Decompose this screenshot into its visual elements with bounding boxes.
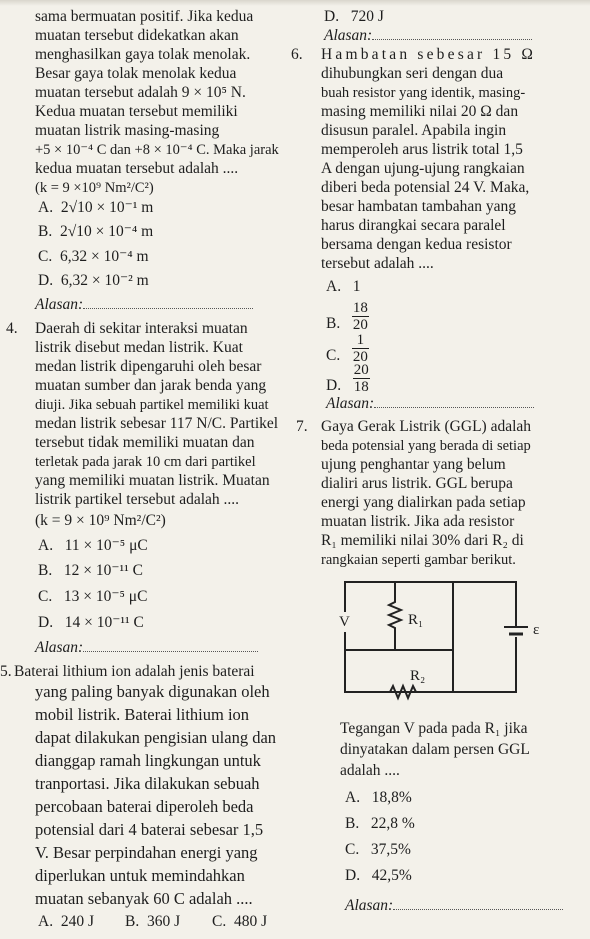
q6-option-b: B. $\frac{18}{20}$ xyxy=(326,300,368,333)
q7-option-c: C. 37,5% xyxy=(345,841,411,858)
q5-line: tranportasi. Jika dilakukan sebuah xyxy=(35,774,260,793)
q6-line: buah resistor yang identik, masing- xyxy=(321,85,526,101)
q3-option-d: D. 6,32 × 10⁻² m xyxy=(38,272,149,289)
q6-line: harus dirangkai secara paralel xyxy=(321,217,506,234)
q3-line: Besar gaya tolak menolak kedua xyxy=(35,65,237,82)
q3-line: sama bermuatan positif. Jika kedua xyxy=(35,8,254,25)
q7-option-a: A. 18,8% xyxy=(345,789,412,806)
q7-line: Gaya Gerak Listrik (GGL) adalah xyxy=(321,418,532,435)
v-label: V xyxy=(339,614,350,630)
q4-line: listrik partikel tersebut adalah .... xyxy=(35,491,240,508)
q6-line: diberi beda potensial 24 V. Maka, xyxy=(321,179,530,196)
q7-line: dialiri arus listrik. GGL berupa xyxy=(321,475,513,492)
q3-line: muatan tersebut didekatkan akan xyxy=(35,27,239,44)
q5-line: diperlukan untuk memindahkan xyxy=(35,866,245,885)
q5-line: dianggap ramah lingkungan untuk xyxy=(35,751,261,770)
page-edge-shadow xyxy=(0,0,590,6)
circuit-outer-wire xyxy=(345,582,516,692)
q4-line: medan listrik sebesar 117 N/C. Partikel xyxy=(35,415,279,432)
q6-option-d: D. $\frac{20}{18}$ xyxy=(326,362,369,395)
q4-line: terletak pada jarak 10 cm dari partikel xyxy=(35,454,256,470)
q6-line: besar hambatan tambahan yang xyxy=(321,198,516,215)
q6-line: bersama dengan kedua resistor xyxy=(321,236,512,253)
q5-line: dapat dilakukan pengisian ulang dan xyxy=(35,728,277,747)
q6-line: dihubungkan seri dengan dua xyxy=(321,65,504,82)
q5-line: yang paling banyak digunakan oleh xyxy=(35,682,270,701)
q5-line: V. Besar perpindahan energi yang xyxy=(35,843,258,862)
q7-line: dinyatakan dalam persen GGL xyxy=(340,741,530,758)
q5-line: muatan sebanyak 60 C adalah .... xyxy=(35,889,253,908)
q6-line: disusun paralel. Apabila ingin xyxy=(321,122,507,139)
q7-line: adalah .... xyxy=(340,762,400,779)
q7-line: energi yang dialirkan pada setiap xyxy=(321,494,526,511)
q4-option-a: A. 11 × 10⁻⁵ μC xyxy=(38,537,148,554)
q4-line: tersebut tidak memiliki muatan dan xyxy=(35,434,255,451)
q5-number: 5. xyxy=(0,663,12,680)
q5-line: percobaan baterai diperoleh beda xyxy=(35,797,254,816)
q3-line: muatan listrik masing-masing xyxy=(35,122,220,139)
q4-constant: (k = 9 × 10⁹ Nm²/C²) xyxy=(35,512,166,529)
q7-line: beda potensial yang berada di setiap xyxy=(321,438,531,454)
q3-option-c: C. 6,32 × 10⁻⁴ m xyxy=(38,248,149,265)
q7-line: R₁ memiliki nilai 30% dari R₂ di xyxy=(321,532,524,549)
q7-line: rangkaian seperti gambar berikut. xyxy=(321,552,516,568)
r1-label: R₁ xyxy=(408,612,424,628)
q4-line: diuji. Jika sebuah partikel memiliki kuat xyxy=(35,397,269,413)
q7-line: Tegangan V pada pada R₁ jika xyxy=(340,720,528,737)
q6-line: Hambatan sebesar 15 Ω xyxy=(321,46,537,63)
q3-line: kedua muatan tersebut adalah .... xyxy=(35,160,239,177)
q5-alasan: Alasan: xyxy=(324,27,532,45)
r2-resistor xyxy=(380,686,430,698)
circuit-diagram xyxy=(320,572,545,712)
q6-line: tersebut adalah .... xyxy=(321,255,434,272)
q3-option-b: B. 2√10 × 10⁻⁴ m xyxy=(38,223,154,240)
q4-option-d: D. 14 × 10⁻¹¹ C xyxy=(38,614,144,631)
q3-constant: (k = 9 ×10⁹ Nm²/C²) xyxy=(35,180,154,196)
r2-label: R₂ xyxy=(410,668,426,684)
q7-line: ujung penghantar yang belum xyxy=(321,456,506,473)
q4-alasan: Alasan: xyxy=(35,639,258,657)
q5-option-b: B. 360 J xyxy=(125,913,181,930)
q4-option-b: B. 12 × 10⁻¹¹ C xyxy=(38,562,144,579)
q6-line: memperoleh arus listrik total 1,5 xyxy=(321,141,523,158)
q5-line: mobil listrik. Baterai lithium ion xyxy=(35,705,250,724)
q3-line: Kedua muatan tersebut memiliki xyxy=(35,103,238,120)
q6-line: masing memiliki nilai 20 Ω dan xyxy=(321,103,519,120)
q6-alasan: Alasan: xyxy=(326,395,534,413)
q5-option-c: C. 480 J xyxy=(212,913,268,930)
q7-number: 7. xyxy=(296,418,308,435)
q3-line: +5 × 10⁻⁴ C dan +8 × 10⁻⁴ C. Maka jarak xyxy=(35,142,279,158)
q6-option-a: A. 1 xyxy=(326,278,361,295)
q6-option-c: C. $\frac{1}{20}$ xyxy=(326,332,368,365)
q5-line: potensial dari 4 baterai sebesar 1,5 xyxy=(35,820,264,839)
q5-line: Baterai lithium ion adalah jenis baterai xyxy=(14,663,255,680)
q3-line: muatan tersebut adalah 9 × 10⁵ N. xyxy=(35,84,246,101)
q7-line: muatan listrik. Jika ada resistor xyxy=(321,513,515,530)
q3-alasan: Alasan: xyxy=(35,296,253,314)
q6-line: A dengan ujung-ujung rangkaian xyxy=(321,160,525,177)
r1-resistor xyxy=(389,582,401,650)
q4-line: Daerah di sekitar interaksi muatan xyxy=(35,320,248,337)
q7-option-d: D. 42,5% xyxy=(345,867,412,884)
q4-line: yang memiliki muatan listrik. Muatan xyxy=(35,472,270,489)
q6-number: 6. xyxy=(291,46,303,63)
q4-line: medan listrik dipengaruhi oleh besar xyxy=(35,358,262,375)
q5-option-d: D. 720 J xyxy=(324,8,384,25)
emf-label: ε xyxy=(533,622,540,638)
q4-number: 4. xyxy=(6,320,18,337)
q7-option-b: B. 22,8 % xyxy=(345,815,415,832)
q4-line: listrik disebut medan listrik. Kuat xyxy=(35,339,243,356)
q5-option-a: A. 240 J xyxy=(38,913,94,930)
q3-line: menghasilkan gaya tolak menolak. xyxy=(35,46,251,63)
q4-option-c: C. 13 × 10⁻⁵ μC xyxy=(38,588,148,605)
q3-option-a: A. 2√10 × 10⁻¹ m xyxy=(38,199,154,216)
q7-alasan: Alasan: xyxy=(345,897,563,915)
q4-line: muatan sumber dan jarak benda yang xyxy=(35,377,267,394)
